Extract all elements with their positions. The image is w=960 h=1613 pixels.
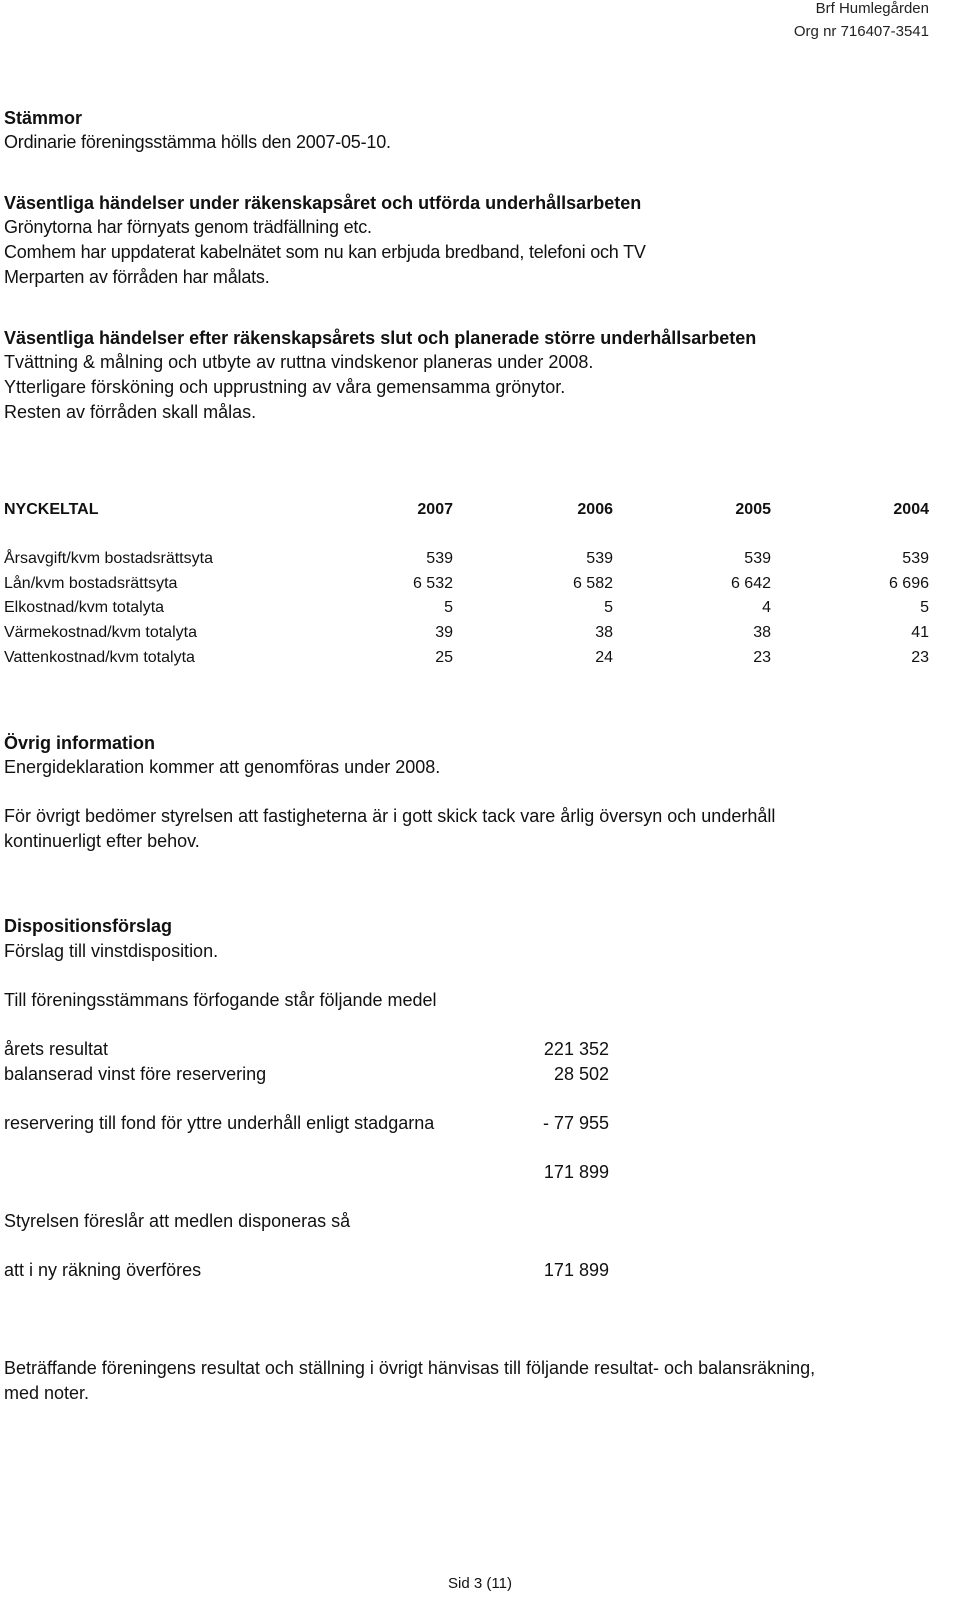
cell: 5 xyxy=(444,599,453,616)
column-header: 2007 xyxy=(417,501,453,518)
cell: 6 582 xyxy=(572,575,613,592)
handelser-under-line: Comhem har uppdaterat kabelnätet som nu kan erbjuda bredband, telefoni och TV xyxy=(4,242,646,262)
ovrig-paragraph-line: kontinuerligt efter behov. xyxy=(4,831,200,851)
handelser-under-line: Grönytorna har förnyats genom trädfällning etc. xyxy=(4,217,372,237)
handelser-under-line: Merparten av förråden har målats. xyxy=(4,267,270,287)
cell: 5 xyxy=(920,599,929,616)
cell: 23 xyxy=(911,649,929,666)
cell: 38 xyxy=(753,624,771,641)
handelser-efter-line: Tvättning & målning och utbyte av ruttna vindskenor planeras under 2008. xyxy=(4,352,594,372)
cell: 6 642 xyxy=(730,575,771,592)
cell: 6 532 xyxy=(412,575,453,592)
stammor-text: Ordinarie föreningsstämma hölls den 2007-05-10. xyxy=(4,132,391,152)
handelser-efter-line: Resten av förråden skall målas. xyxy=(4,402,257,422)
disposition-item-value: 221 352 xyxy=(543,1039,609,1059)
handelser-efter-heading: Väsentliga händelser efter räkenskapsårets slut och planerade större underhållsarbeten xyxy=(4,328,757,348)
disposition-total: 171 899 xyxy=(543,1162,609,1182)
closing-line: Beträffande föreningens resultat och ställning i övrigt hänvisas till följande resultat- och balansräkning, xyxy=(4,1358,816,1378)
column-header: 2006 xyxy=(577,501,613,518)
column-header: 2005 xyxy=(735,501,771,518)
dispositions-intro: Till föreningsstämmans förfogande står följande medel xyxy=(4,990,437,1010)
column-header: 2004 xyxy=(893,501,929,518)
cell: 41 xyxy=(911,624,929,641)
closing-line: med noter. xyxy=(4,1383,90,1403)
cell: 6 696 xyxy=(888,575,929,592)
ovrig-line: Energideklaration kommer att genomföras under 2008. xyxy=(4,757,441,777)
cell: 23 xyxy=(753,649,771,666)
row-label: Elkostnad/kvm totalyta xyxy=(4,599,165,616)
page-number: Sid 3 (11) xyxy=(448,1575,512,1592)
cell: 4 xyxy=(762,599,771,616)
handelser-efter-line: Ytterligare försköning och upprustning av våra gemensamma grönytor. xyxy=(4,377,566,397)
ovrig-paragraph-line: För övrigt bedömer styrelsen att fastigheterna är i gott skick tack vare årlig översyn och underhåll xyxy=(4,806,776,826)
stammor-heading: Stämmor xyxy=(4,108,83,128)
cell: 38 xyxy=(595,624,613,641)
cell: 39 xyxy=(435,624,453,641)
org-name: Brf Humlegården xyxy=(815,0,929,17)
org-number: Org nr 716407-3541 xyxy=(793,23,929,40)
column-header: NYCKELTAL xyxy=(4,501,99,518)
disposition-item-label: reservering till fond för yttre underhåll enligt stadgarna xyxy=(4,1113,435,1133)
cell: 539 xyxy=(586,550,613,567)
cell: 5 xyxy=(604,599,613,616)
cell: 539 xyxy=(902,550,929,567)
dispositions-heading: Dispositionsförslag xyxy=(4,916,173,936)
cell: 25 xyxy=(435,649,453,666)
disposition-item-label: balanserad vinst före reservering xyxy=(4,1064,267,1084)
handelser-under-heading: Väsentliga händelser under räkenskapsåret och utförda underhållsarbeten xyxy=(4,193,642,213)
cell: 539 xyxy=(744,550,771,567)
row-label: Vattenkostnad/kvm totalyta xyxy=(4,649,195,666)
row-label: Värmekostnad/kvm totalyta xyxy=(4,624,197,641)
row-label: Lån/kvm bostadsrättsyta xyxy=(4,575,178,592)
cell: 539 xyxy=(426,550,453,567)
row-label: Årsavgift/kvm bostadsrättsyta xyxy=(4,550,213,567)
disposition-item-value: 28 502 xyxy=(553,1064,609,1084)
dispositions-proposal: Styrelsen föreslår att medlen disponeras så xyxy=(4,1211,351,1231)
dispositions-line: Förslag till vinstdisposition. xyxy=(4,941,219,961)
ovrig-heading: Övrig information xyxy=(4,733,156,753)
carry-forward-value: 171 899 xyxy=(543,1260,609,1280)
cell: 24 xyxy=(595,649,613,666)
disposition-item-value: - 77 955 xyxy=(542,1113,609,1133)
disposition-item-label: årets resultat xyxy=(4,1039,109,1059)
carry-forward-label: att i ny räkning överföres xyxy=(4,1260,202,1280)
